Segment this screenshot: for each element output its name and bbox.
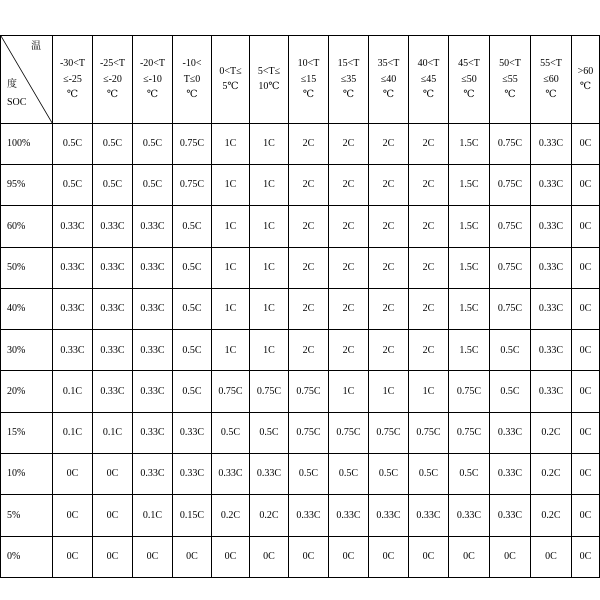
- charge-rate-cell: 0.5C: [53, 165, 93, 206]
- charge-rate-cell: 1.5C: [449, 123, 490, 164]
- charge-rate-cell: 0.75C: [409, 412, 449, 453]
- charge-rate-cell: 0.1C: [53, 371, 93, 412]
- charge-rate-cell: 0C: [572, 371, 600, 412]
- charge-rate-cell: 0.33C: [133, 206, 173, 247]
- charge-rate-cell: 0.33C: [93, 206, 133, 247]
- table-row: [1, 247, 600, 288]
- charge-rate-cell: 0.75C: [250, 371, 289, 412]
- charge-rate-cell: 0.15C: [173, 495, 212, 536]
- temp-range-text: -30<T: [59, 58, 86, 70]
- charge-rate-cell: 0.75C: [369, 412, 409, 453]
- charge-rate-cell: 0C: [572, 123, 600, 164]
- soc-cell: 95%: [1, 165, 53, 206]
- charge-rate-cell: 0.75C: [289, 371, 329, 412]
- charge-rate-cell: 0C: [572, 412, 600, 453]
- soc-cell: 100%: [1, 123, 53, 164]
- charge-rate-cell: 2C: [369, 123, 409, 164]
- charge-rate-cell: 0.75C: [329, 412, 369, 453]
- charge-rate-table: [0, 35, 600, 578]
- charge-rate-cell: 1C: [212, 123, 250, 164]
- charge-rate-cell: 1C: [212, 330, 250, 371]
- charge-rate-cell: 0C: [572, 165, 600, 206]
- charge-rate-cell: 0.33C: [93, 247, 133, 288]
- charge-rate-cell: 0.33C: [53, 288, 93, 329]
- temp-corner-label: 温: [31, 41, 41, 52]
- charge-rate-cell: 1C: [212, 165, 250, 206]
- soc-corner-char: 度: [7, 79, 17, 90]
- charge-rate-cell: 0.5C: [133, 123, 173, 164]
- charge-rate-cell: 0.5C: [173, 206, 212, 247]
- charge-rate-cell: 0.75C: [449, 371, 490, 412]
- table-row: [1, 123, 600, 164]
- charge-rate-cell: 0.33C: [173, 412, 212, 453]
- charge-rate-cell: 1C: [250, 165, 289, 206]
- charge-rate-cell: 1C: [250, 247, 289, 288]
- charge-rate-cell: 0C: [572, 206, 600, 247]
- charge-rate-cell: 0.33C: [93, 371, 133, 412]
- charge-rate-cell: 0C: [572, 454, 600, 495]
- temp-range-text: ≤50: [461, 73, 477, 85]
- charge-rate-cell: 2C: [329, 288, 369, 329]
- soc-cell: 30%: [1, 330, 53, 371]
- charge-rate-cell: 0.33C: [133, 371, 173, 412]
- charge-rate-cell: 0C: [329, 536, 369, 577]
- charge-rate-cell: 2C: [289, 206, 329, 247]
- temp-range-text: ≤60: [543, 73, 559, 85]
- charge-rate-cell: 1.5C: [449, 165, 490, 206]
- charge-rate-cell: 0.33C: [93, 288, 133, 329]
- temp-range-header: [289, 36, 329, 124]
- soc-cell: 60%: [1, 206, 53, 247]
- charge-rate-cell: 0.5C: [409, 454, 449, 495]
- temp-range-text: -20<T: [139, 58, 166, 70]
- charge-rate-cell: 1.5C: [449, 206, 490, 247]
- charge-rate-cell: 0.33C: [369, 495, 409, 536]
- charge-rate-cell: 0.33C: [490, 454, 531, 495]
- charge-rate-cell: 0.33C: [289, 495, 329, 536]
- temp-range-text: ℃: [302, 89, 315, 101]
- charge-rate-cell: 0.33C: [133, 330, 173, 371]
- temp-range-header: [329, 36, 369, 124]
- charge-rate-cell: 0.5C: [329, 454, 369, 495]
- charge-rate-cell: 2C: [369, 247, 409, 288]
- charge-rate-cell: 0.5C: [133, 165, 173, 206]
- charge-rate-cell: 1C: [369, 371, 409, 412]
- charge-rate-cell: 0.5C: [250, 412, 289, 453]
- charge-rate-cell: 0.75C: [449, 412, 490, 453]
- charge-rate-cell: 1C: [250, 123, 289, 164]
- charge-rate-cell: 0.5C: [93, 165, 133, 206]
- temp-range-header: [93, 36, 133, 124]
- charge-rate-cell: 0C: [93, 536, 133, 577]
- charge-rate-cell: 0.33C: [531, 165, 572, 206]
- charge-rate-cell: 0C: [572, 495, 600, 536]
- charge-rate-cell: 0.33C: [133, 247, 173, 288]
- temp-range-text: ℃: [186, 89, 198, 101]
- soc-cell: 5%: [1, 495, 53, 536]
- charge-rate-cell: 0C: [212, 536, 250, 577]
- charge-rate-cell: 2C: [409, 123, 449, 164]
- soc-cell: 10%: [1, 454, 53, 495]
- charge-rate-cell: 0.33C: [531, 371, 572, 412]
- header-row: [1, 36, 600, 124]
- charge-rate-cell: 0.75C: [490, 288, 531, 329]
- charge-rate-cell: 1C: [329, 371, 369, 412]
- temp-range-header: [212, 36, 250, 124]
- temp-range-text: ℃: [382, 89, 395, 101]
- charge-rate-cell: 2C: [369, 206, 409, 247]
- charge-rate-cell: 0.33C: [212, 454, 250, 495]
- temp-range-text: 55<T: [540, 58, 562, 70]
- charge-rate-cell: 0C: [572, 288, 600, 329]
- charge-rate-cell: 0.75C: [490, 206, 531, 247]
- temp-range-text: ≤15: [300, 73, 317, 85]
- temp-range-text: 10<T: [297, 58, 320, 70]
- charge-rate-cell: 0.33C: [250, 454, 289, 495]
- temp-range-text: ≤-10: [143, 73, 162, 85]
- charge-rate-cell: 0.33C: [449, 495, 490, 536]
- temp-range-text: ℃: [422, 89, 435, 101]
- charge-rate-cell: 2C: [329, 206, 369, 247]
- charge-rate-cell: 0.33C: [133, 288, 173, 329]
- charge-rate-cell: 2C: [329, 123, 369, 164]
- table-row: [1, 371, 600, 412]
- charge-rate-cell: 0.2C: [531, 495, 572, 536]
- table-row: [1, 412, 600, 453]
- temp-range-text: 5℃: [222, 81, 239, 93]
- temp-range-text: -10<: [182, 58, 202, 70]
- charge-rate-cell: 0C: [572, 536, 600, 577]
- charge-rate-cell: 0.33C: [490, 412, 531, 453]
- table-row: [1, 495, 600, 536]
- charge-rate-cell: 0C: [53, 495, 93, 536]
- charge-rate-cell: 0.5C: [490, 330, 531, 371]
- temp-range-text: T≤0: [183, 73, 201, 85]
- charge-rate-cell: 0.75C: [212, 371, 250, 412]
- charge-rate-cell: 0.33C: [133, 412, 173, 453]
- temp-range-header: [173, 36, 212, 124]
- charge-rate-cell: 0.33C: [531, 330, 572, 371]
- charge-rate-cell: 1C: [250, 330, 289, 371]
- charge-rate-cell: 0C: [449, 536, 490, 577]
- charge-rate-cell: 0.5C: [449, 454, 490, 495]
- charge-rate-cell: 2C: [329, 165, 369, 206]
- table-row: [1, 454, 600, 495]
- temp-range-header: [53, 36, 93, 124]
- charge-rate-cell: 0.33C: [53, 247, 93, 288]
- charge-rate-cell: 0.75C: [173, 123, 212, 164]
- charge-rate-cell: 2C: [409, 288, 449, 329]
- charge-rate-cell: 0C: [490, 536, 531, 577]
- charge-rate-cell: 2C: [289, 165, 329, 206]
- charge-rate-cell: 2C: [409, 247, 449, 288]
- charge-rate-cell: 0.5C: [490, 371, 531, 412]
- charge-rate-cell: 0.5C: [53, 123, 93, 164]
- soc-corner-label: SOC: [7, 97, 27, 108]
- temp-range-text: ℃: [504, 89, 516, 101]
- charge-rate-cell: 0.5C: [289, 454, 329, 495]
- charge-rate-cell: 0.5C: [369, 454, 409, 495]
- temp-range-text: ℃: [545, 89, 557, 101]
- charge-rate-cell: 1C: [250, 288, 289, 329]
- temp-range-text: ≤40: [380, 73, 397, 85]
- temp-range-text: ℃: [146, 89, 159, 101]
- charge-rate-cell: 0.75C: [490, 247, 531, 288]
- charge-rate-cell: 0.5C: [173, 330, 212, 371]
- charge-rate-cell: 1C: [409, 371, 449, 412]
- charge-rate-cell: 0C: [572, 247, 600, 288]
- temp-range-text: ≤45: [420, 73, 437, 85]
- soc-cell: 0%: [1, 536, 53, 577]
- temp-range-text: ≤35: [340, 73, 357, 85]
- charge-rate-cell: 0.33C: [409, 495, 449, 536]
- temp-range-header: [531, 36, 572, 124]
- charge-rate-cell: 0.2C: [531, 412, 572, 453]
- temp-range-text: 10℃: [258, 81, 280, 93]
- soc-cell: 20%: [1, 371, 53, 412]
- charge-rate-cell: 0.1C: [93, 412, 133, 453]
- charge-rate-cell: 2C: [409, 165, 449, 206]
- charge-rate-cell: 1.5C: [449, 330, 490, 371]
- charge-rate-cell: 0C: [250, 536, 289, 577]
- temp-range-text: ℃: [579, 81, 592, 93]
- charge-rate-cell: 0.5C: [173, 288, 212, 329]
- charge-rate-cell: 0.75C: [289, 412, 329, 453]
- temp-range-text: 40<T: [417, 58, 440, 70]
- table-body: [1, 36, 600, 578]
- soc-cell: 50%: [1, 247, 53, 288]
- charge-rate-cell: 0.33C: [93, 330, 133, 371]
- temp-range-text: ≤-20: [103, 73, 122, 85]
- table-row: [1, 536, 600, 577]
- charge-rate-cell: 2C: [289, 247, 329, 288]
- charge-rate-cell: 0.5C: [173, 247, 212, 288]
- table-row: [1, 330, 600, 371]
- temp-range-header: [409, 36, 449, 124]
- charge-rate-cell: 1C: [250, 206, 289, 247]
- temp-range-text: ℃: [106, 89, 119, 101]
- charge-rate-cell: 0.33C: [173, 454, 212, 495]
- temp-range-text: ℃: [463, 89, 475, 101]
- charge-rate-cell: 0C: [369, 536, 409, 577]
- charge-rate-cell: 2C: [289, 288, 329, 329]
- temp-range-text: ≤-25: [63, 73, 82, 85]
- charge-rate-cell: 0C: [133, 536, 173, 577]
- temp-range-header: [449, 36, 490, 124]
- charge-rate-cell: 0.33C: [53, 330, 93, 371]
- charge-rate-cell: 2C: [329, 330, 369, 371]
- charge-rate-cell: 0.33C: [133, 454, 173, 495]
- charge-rate-cell: 2C: [289, 123, 329, 164]
- charge-rate-cell: 0.2C: [531, 454, 572, 495]
- charge-rate-cell: 0.33C: [490, 495, 531, 536]
- temp-range-text: 5<T≤: [257, 65, 281, 77]
- charge-rate-cell: 0.2C: [250, 495, 289, 536]
- charge-rate-cell: 0.33C: [531, 123, 572, 164]
- temp-range-header: [250, 36, 289, 124]
- charge-rate-cell: 2C: [369, 288, 409, 329]
- temp-range-text: ≤55: [502, 73, 518, 85]
- charge-rate-cell: 1.5C: [449, 288, 490, 329]
- temp-range-header: [369, 36, 409, 124]
- charge-rate-cell: 0C: [173, 536, 212, 577]
- charge-rate-cell: 2C: [369, 330, 409, 371]
- charge-rate-cell: 0.75C: [490, 165, 531, 206]
- charge-rate-cell: 1C: [212, 206, 250, 247]
- temp-range-text: 15<T: [337, 58, 360, 70]
- charge-rate-cell: 0.5C: [93, 123, 133, 164]
- charge-rate-cell: 0C: [289, 536, 329, 577]
- temp-range-text: -25<T: [99, 58, 126, 70]
- charge-rate-cell: 0C: [93, 495, 133, 536]
- charge-rate-cell: 0.1C: [133, 495, 173, 536]
- charge-rate-cell: 0.33C: [531, 288, 572, 329]
- charge-rate-cell: 2C: [289, 330, 329, 371]
- temp-range-header: [490, 36, 531, 124]
- charge-rate-cell: 0.2C: [212, 495, 250, 536]
- charge-rate-cell: 0.5C: [212, 412, 250, 453]
- table-row: [1, 288, 600, 329]
- charge-rate-cell: 1C: [212, 288, 250, 329]
- charge-rate-cell: 2C: [409, 330, 449, 371]
- charge-rate-cell: 2C: [369, 165, 409, 206]
- charge-rate-cell: 0C: [409, 536, 449, 577]
- charge-rate-cell: 2C: [409, 206, 449, 247]
- charge-rate-cell: 1C: [212, 247, 250, 288]
- temp-range-text: 0<T≤: [219, 65, 242, 77]
- temp-range-text: >60: [577, 65, 594, 77]
- temp-range-text: ℃: [342, 89, 355, 101]
- charge-rate-cell: 0C: [93, 454, 133, 495]
- charge-rate-cell: 0C: [531, 536, 572, 577]
- temp-range-header: [572, 36, 600, 124]
- soc-cell: 15%: [1, 412, 53, 453]
- temp-range-text: 35<T: [377, 58, 400, 70]
- corner-header-cell: [1, 36, 53, 124]
- temp-range-header: [133, 36, 173, 124]
- charge-rate-cell: 0C: [53, 454, 93, 495]
- soc-cell: 40%: [1, 288, 53, 329]
- charge-rate-cell: 0.33C: [329, 495, 369, 536]
- table-row: [1, 165, 600, 206]
- charge-rate-cell: 0.75C: [173, 165, 212, 206]
- charge-rate-cell: 1.5C: [449, 247, 490, 288]
- temp-range-text: 45<T: [458, 58, 480, 70]
- charge-rate-cell: 0C: [572, 330, 600, 371]
- charge-rate-cell: 0.33C: [53, 206, 93, 247]
- charge-rate-cell: 0C: [53, 536, 93, 577]
- charge-rate-cell: 0.33C: [531, 247, 572, 288]
- charge-rate-cell: 0.5C: [173, 371, 212, 412]
- charge-rate-cell: 2C: [329, 247, 369, 288]
- charge-rate-cell: 0.75C: [490, 123, 531, 164]
- charge-rate-cell: 0.1C: [53, 412, 93, 453]
- temp-range-text: 50<T: [499, 58, 521, 70]
- temp-range-text: ℃: [66, 89, 79, 101]
- charge-rate-cell: 0.33C: [531, 206, 572, 247]
- table-row: [1, 206, 600, 247]
